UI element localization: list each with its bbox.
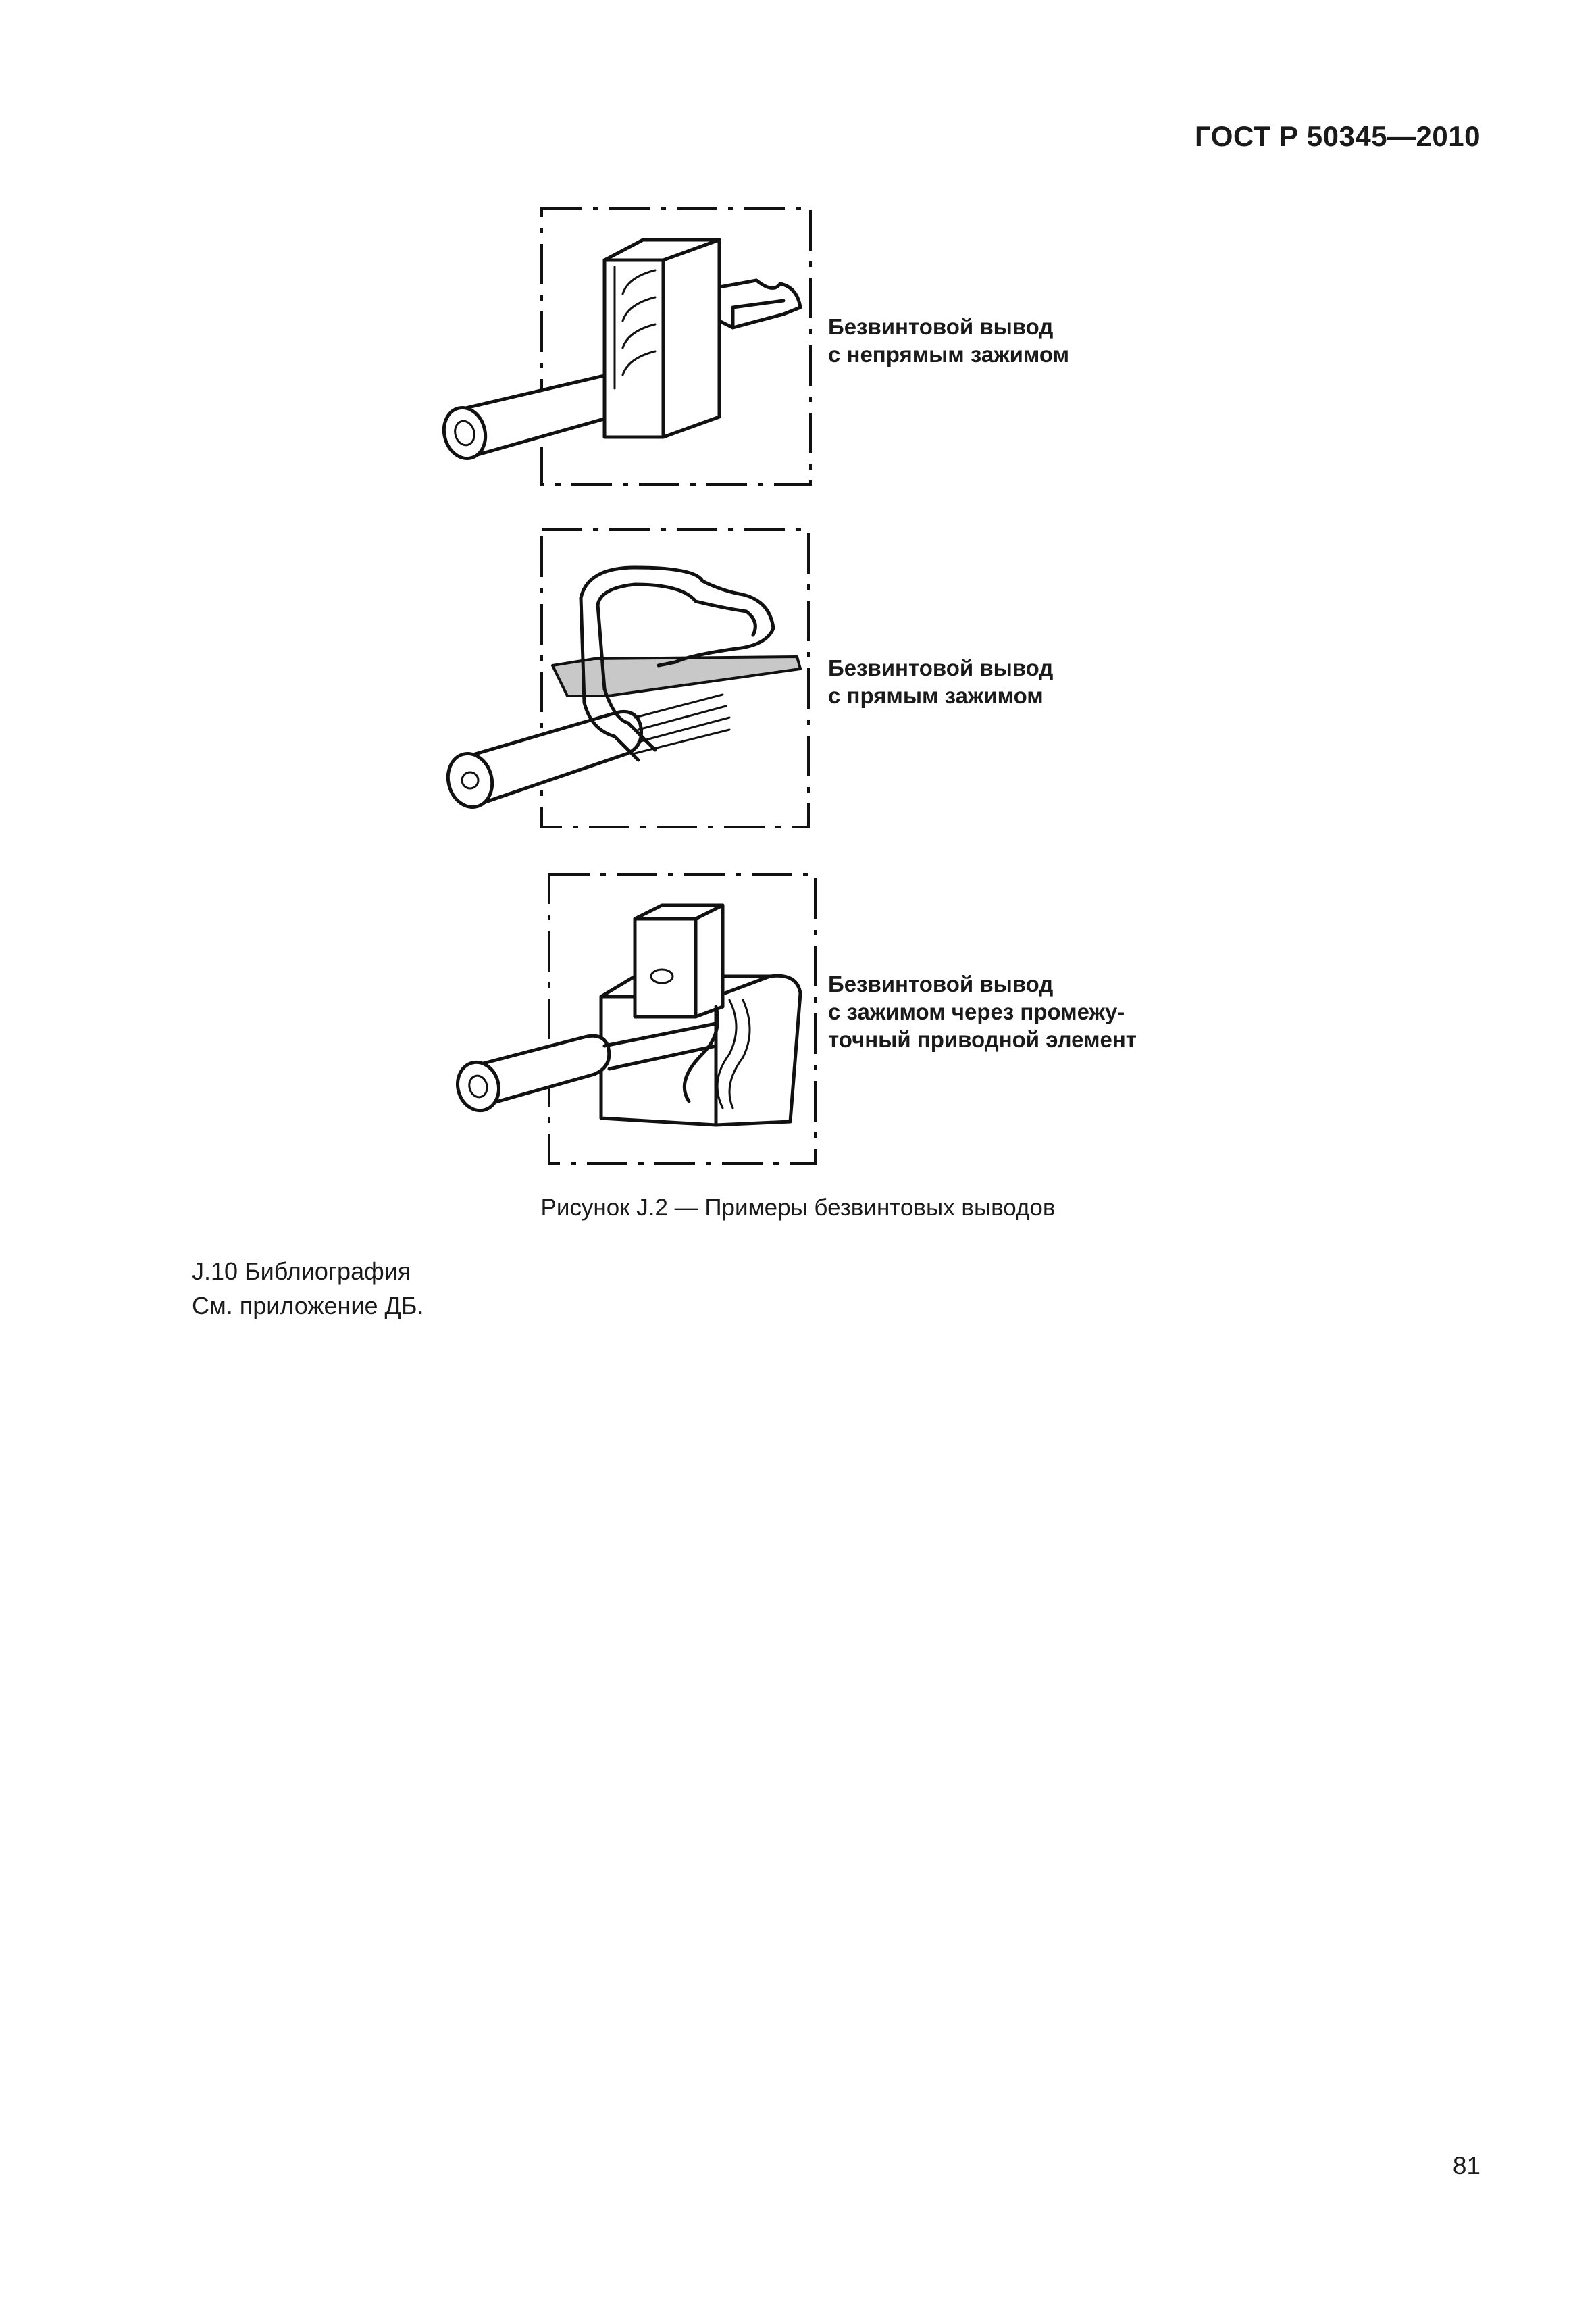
figure-indirect-clamp (432, 206, 1175, 490)
figure-direct-clamp (432, 527, 1175, 838)
figure-intermediate-element (432, 872, 1175, 1169)
figure-caption: Рисунок J.2 — Примеры безвинтовых выводов (540, 1194, 1056, 1221)
label-line: Безвинтовой вывод (828, 972, 1054, 997)
label-line: с прямым зажимом (828, 683, 1044, 708)
document-header: ГОСТ Р 50345—2010 (1195, 120, 1481, 152)
label-line: Безвинтовой вывод (828, 314, 1054, 339)
label-line: Безвинтовой вывод (828, 655, 1054, 680)
page-number: 81 (1452, 2152, 1481, 2180)
section-text: См. приложение ДБ. (192, 1292, 424, 1319)
section-heading: J.10 Библиография (192, 1257, 411, 1285)
figure-label (828, 654, 1053, 709)
cable-body (463, 376, 625, 456)
figure-label (828, 970, 1137, 1053)
bibliography-section (192, 1254, 424, 1323)
label-line: с зажимом через промежу- (828, 999, 1125, 1024)
spring-clip-outer (581, 568, 773, 665)
figure-label (828, 313, 1069, 368)
direct-clamp-drawing (432, 527, 1175, 838)
label-line: с непрямым зажимом (828, 342, 1070, 367)
actuator (635, 905, 723, 1017)
label-line: точный приводной элемент (828, 1027, 1137, 1052)
